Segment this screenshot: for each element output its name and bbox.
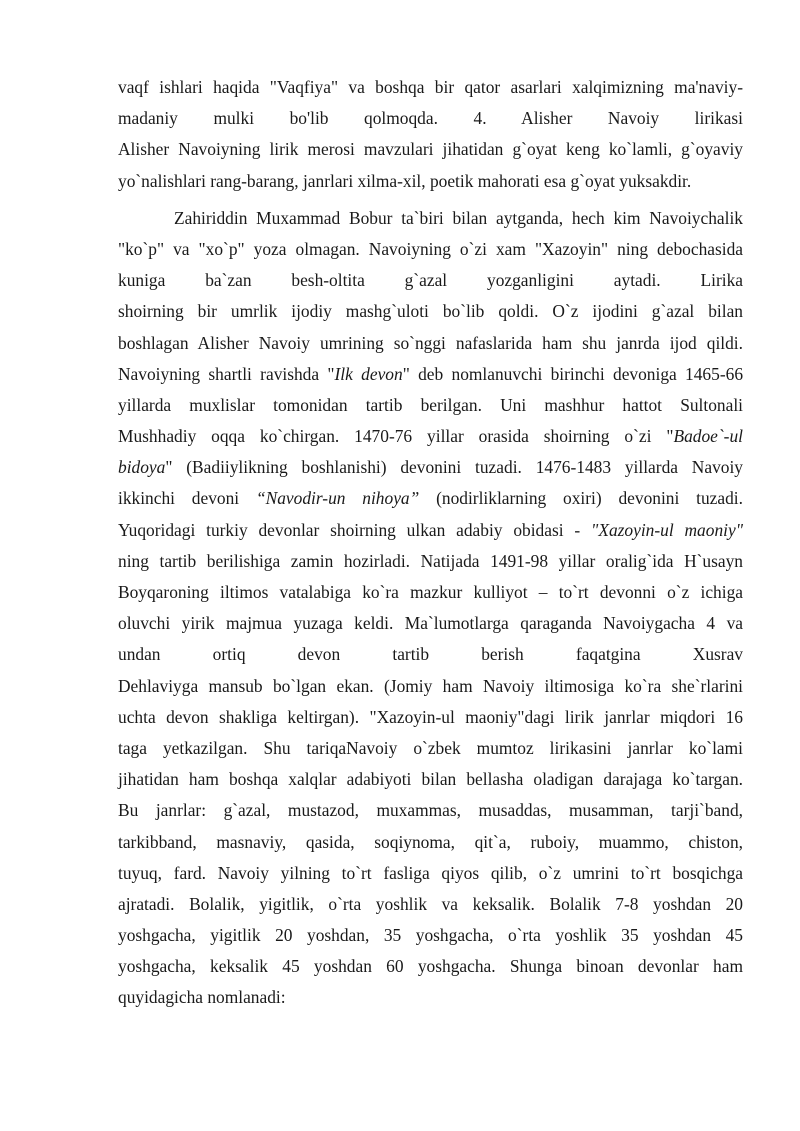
text-line: [118, 234, 743, 265]
text-segment: ajratadi. Bolalik, yigitlik, o`rta yoshlik va keksalik. Bolalik 7-8 yoshdan 20: [118, 893, 743, 914]
text-segment: yoshgacha, keksalik 45 yoshdan 60 yoshgacha. Shunga binoan devonlar ham: [118, 956, 743, 977]
text-segment: vaqf ishlari haqida "Vaqfiya" va boshqa bir qator asarlari xalqimizning ma'naviy-: [118, 77, 743, 97]
text-line: [118, 577, 743, 608]
text-segment: madaniy mulki bo'lib qolmoqda. 4. Alisher Navoiy lirikasi: [118, 108, 743, 129]
text-segment: Navoiyning shartli ravishda ": [118, 363, 335, 384]
text-segment: Yuqoridagi turkiy devonlar shoirning ulkan adabiy obidasi -: [118, 519, 592, 540]
text-segment: boshlagan Alisher Navoiy umrining so`nggi nafaslarida ham shu janrda ijod qildi.: [118, 332, 743, 353]
text-line: [118, 920, 743, 951]
text-line: [118, 733, 743, 764]
text-segment: ning tartib berilishiga zamin hozirladi. Natijada 1491-98 yillar oralig`ida H`usayn: [118, 550, 743, 571]
text-line: [118, 296, 743, 327]
italic-title: “Navodir-un nihoya”: [255, 488, 420, 509]
text-line: [118, 166, 743, 197]
text-line: [118, 671, 743, 702]
text-segment: " (Badiiylikning boshlanishi) devonini tuzadi. 1476-1483 yillarda Navoiy: [165, 457, 743, 478]
text-segment: yo`nalishlari rang-barang, janrlari xilma-xil, poetik mahorati esa g`oyat yuksakdir.: [118, 170, 692, 191]
body-text: [118, 72, 743, 1014]
text-segment: yoshgacha, yigitlik 20 yoshdan, 35 yoshgacha, o`rta yoshlik 35 yoshdan 45: [118, 925, 743, 946]
text-segment: shoirning bir umrlik ijodiy mashg`uloti bo`lib qoldi. O`z ijodini g`azal bilan: [118, 301, 743, 322]
italic-title: bidoya: [118, 457, 166, 478]
italic-title: "Xazoyin-ul maoniy": [591, 519, 743, 540]
text-segment: quyidagicha nomlanadi:: [118, 987, 286, 1008]
text-segment: ikkinchi devoni: [118, 488, 256, 509]
text-line: [118, 483, 743, 514]
text-line: [118, 639, 743, 670]
text-line: [118, 328, 743, 359]
italic-title: Ilk devon: [334, 363, 403, 384]
text-segment: Zahiriddin Muxammad Bobur ta`biri bilan aytganda, hech kim Navoiychalik: [174, 207, 743, 228]
text-line: [118, 134, 743, 165]
text-line: [118, 889, 743, 920]
text-line: [118, 359, 743, 390]
italic-title: Badoe`-ul: [673, 426, 743, 447]
text-line: [118, 103, 743, 134]
text-line: [118, 702, 743, 733]
text-line: [118, 203, 743, 234]
text-segment: kuniga ba`zan besh-oltita g`azal yozganligini aytadi. Lirika: [118, 270, 743, 291]
text-segment: Alisher Navoiyning lirik merosi mavzulari jihatidan g`oyat keng ko`lamli, g`oyaviy: [118, 139, 743, 160]
text-segment: jihatidan ham boshqa xalqlar adabiyoti bilan bellasha oladigan darajaga ko`targan.: [118, 769, 743, 790]
text-line: [118, 452, 743, 483]
text-line: [118, 390, 743, 421]
text-line: [118, 546, 743, 577]
text-line: [118, 764, 743, 795]
text-segment: (nodirliklarning oxiri) devonini tuzadi.: [419, 488, 743, 509]
text-segment: undan ortiq devon tartib berish faqatgina Xusrav: [118, 644, 743, 665]
text-segment: tuyuq, fard. Navoiy yilning to`rt fasliga qiyos qilib, o`z umrini to`rt bosqichga: [118, 862, 743, 883]
text-segment: " deb nomlanuvchi birinchi devoniga 1465-66: [402, 363, 744, 384]
text-segment: Dehlaviyga mansub bo`lgan ekan. (Jomiy ham Navoiy iltimosiga ko`ra she`rlarini: [118, 675, 743, 696]
text-line: [118, 608, 743, 639]
text-segment: tarkibband, masnaviy, qasida, soqiynoma, qit`a, ruboiy, muammo, chiston,: [118, 831, 743, 852]
text-segment: uchta devon shakliga keltirgan). "Xazoyin-ul maoniy"dagi lirik janrlar miqdori 16: [118, 706, 743, 727]
text-line: [118, 827, 743, 858]
text-line: [118, 265, 743, 296]
text-line: [118, 795, 743, 826]
text-segment: Bu janrlar: g`azal, mustazod, muxammas, musaddas, musamman, tarji`band,: [118, 800, 743, 821]
text-line: [118, 858, 743, 889]
text-line: [118, 72, 743, 103]
text-segment: Boyqaroning iltimos vatalabiga ko`ra mazkur kulliyot – to`rt devonni o`z ichiga: [118, 582, 743, 602]
text-segment: Mushhadiy oqqa ko`chirgan. 1470-76 yillar orasida shoirning o`zi ": [118, 426, 674, 447]
text-segment: yillarda muxlislar tomonidan tartib berilgan. Uni mashhur hattot Sultonali: [118, 394, 743, 415]
text-segment: taga yetkazilgan. Shu tariqaNavoiy o`zbek mumtoz lirikasini janrlar ko`lami: [118, 737, 743, 758]
text-segment: "ko`p" va "xo`p" yoza olmagan. Navoiyning o`zi xam "Xazoyin" ning debochasida: [118, 238, 743, 259]
text-line: [118, 421, 743, 452]
text-segment: oluvchi yirik majmua yuzaga keldi. Ma`lumotlarga qaraganda Navoiygacha 4 va: [118, 613, 743, 634]
text-line: [118, 982, 743, 1013]
text-line: [118, 515, 743, 546]
text-line: [118, 951, 743, 982]
